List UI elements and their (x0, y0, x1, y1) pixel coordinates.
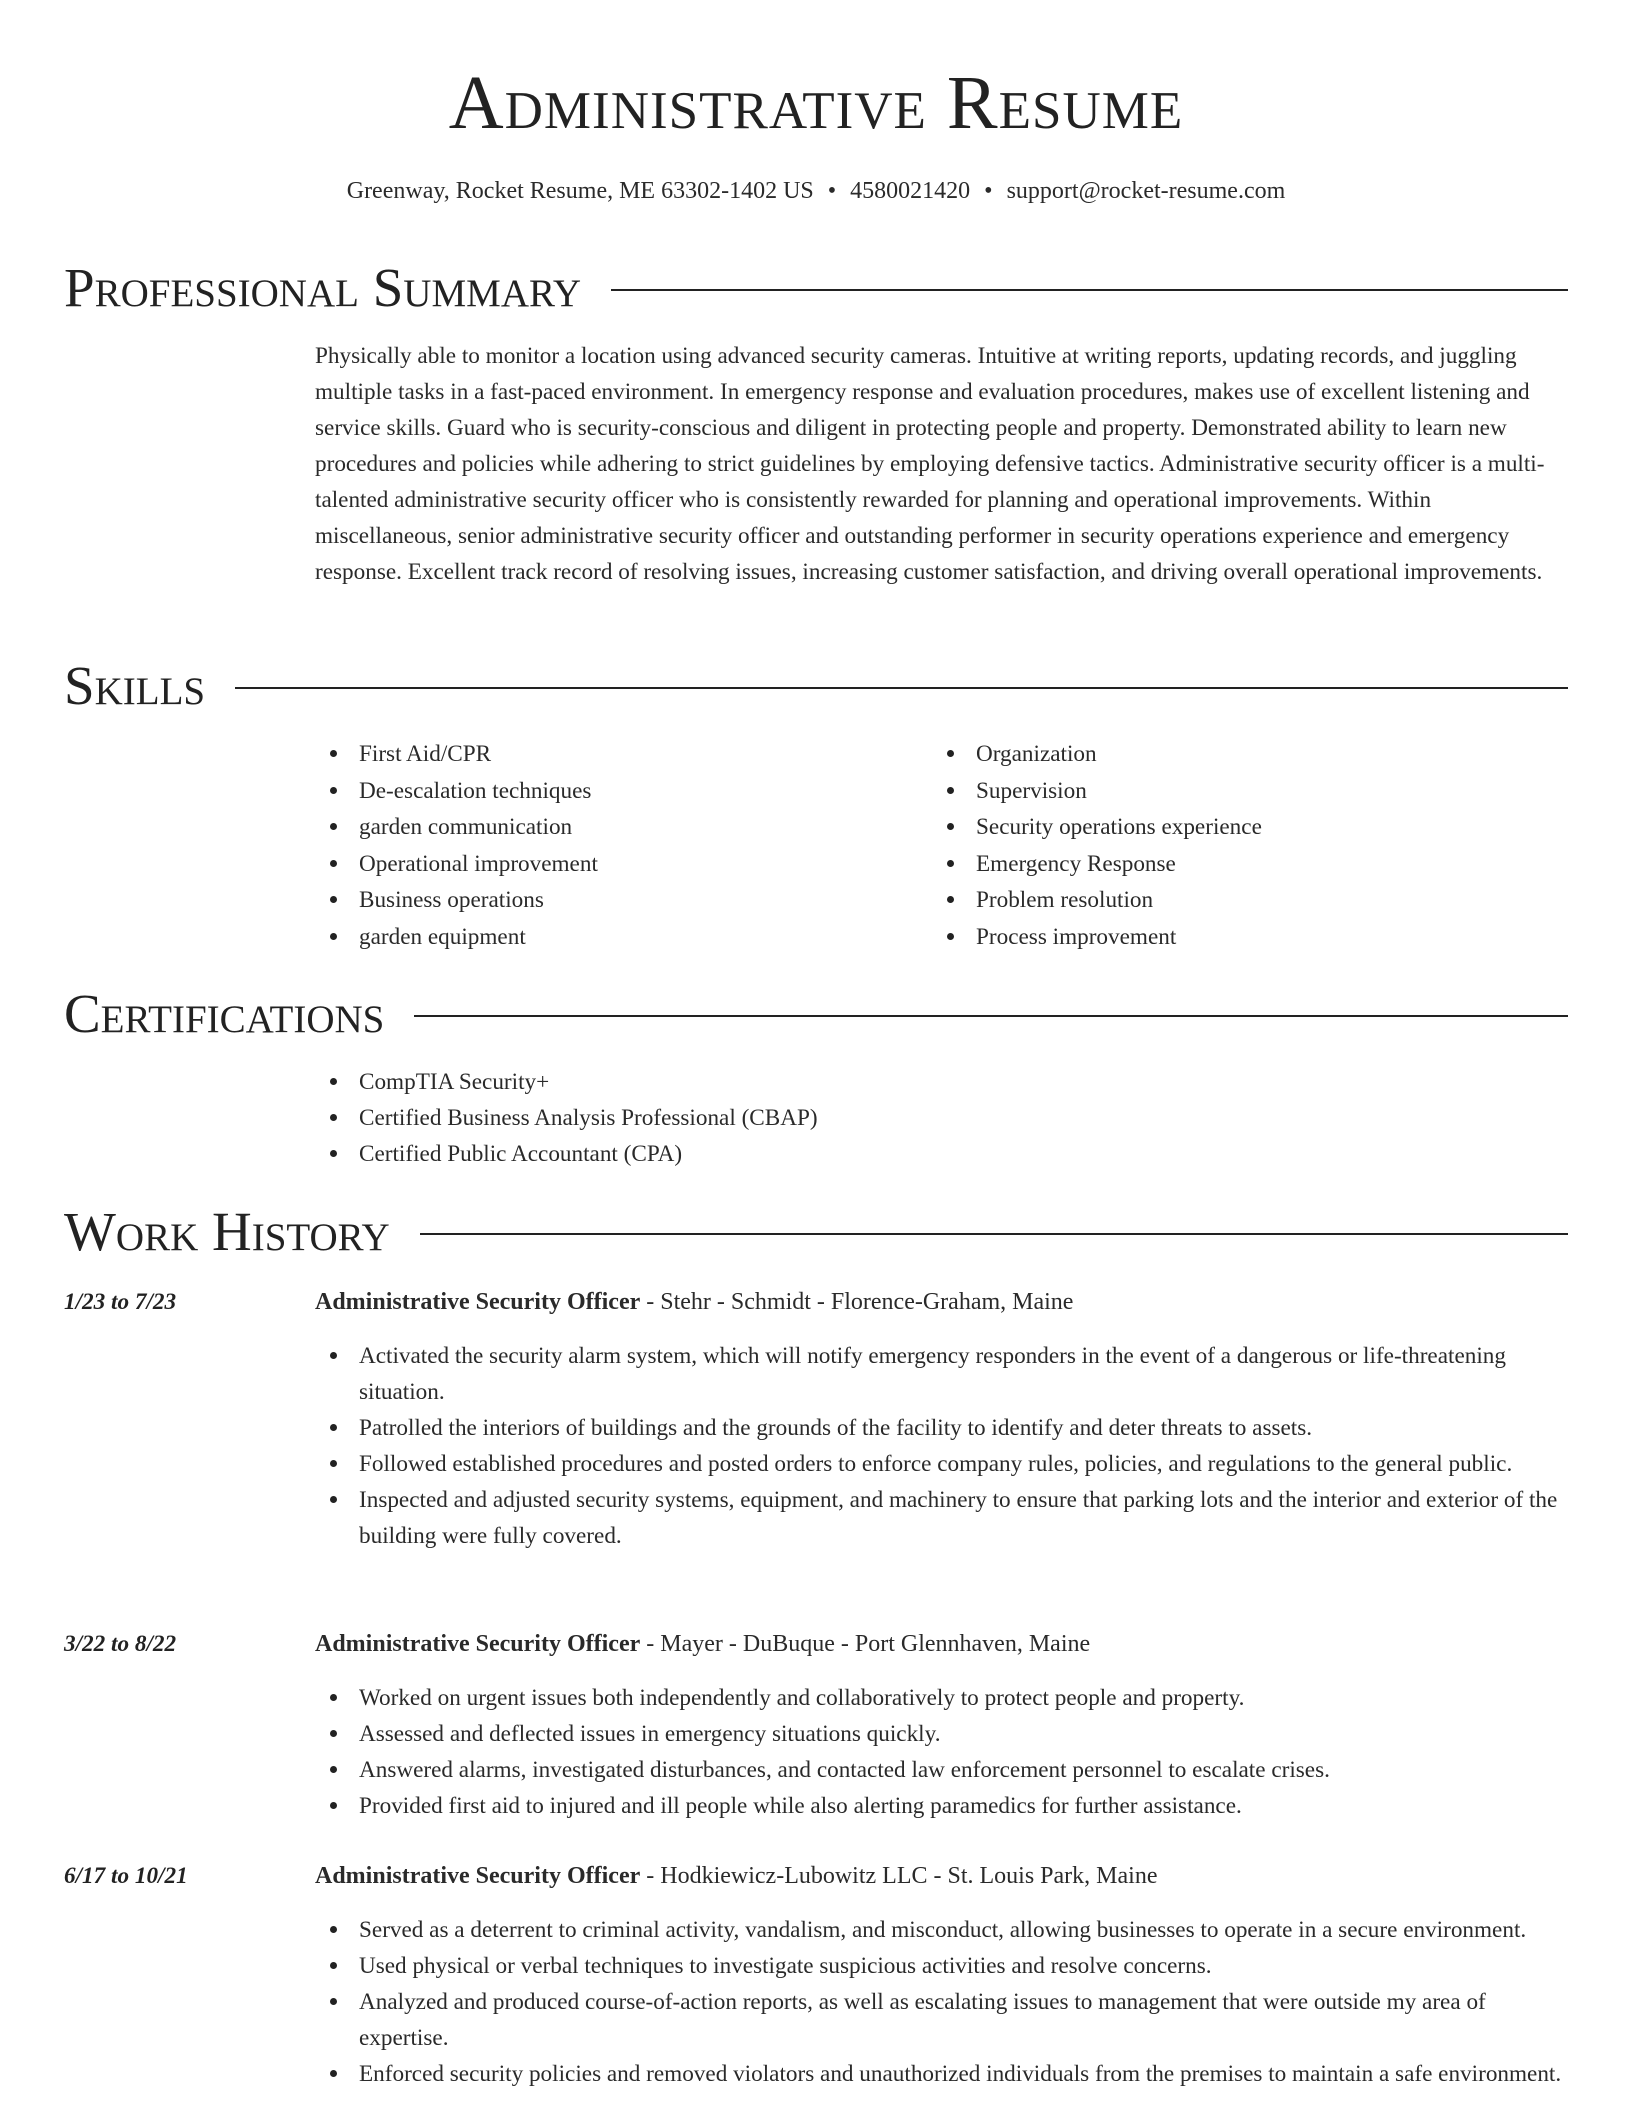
job-duties-list (315, 1912, 1570, 2092)
summary-text: Physically able to monitor a location using advanced security cameras. Intuitive at writing reports, updating records, and juggling multiple tasks in a fast-paced environment. In emergency response and evaluation procedures, makes use of excellent listening and service skills. Guard who is security-conscious and diligent in protecting people and property. Demonstrated ability to learn new procedures and policies while adhering to strict guidelines by employing defensive tactics. Administrative security officer is a multi-talented administrative security officer who is consistently rewarded for planning and operational improvements. Within miscellaneous, senior administrative security officer and outstanding performer in security operations experience and emergency response. Excellent track record of resolving issues, increasing customer satisfaction, and driving overall operational improvements. (315, 343, 1545, 585)
job-duty: Enforced security policies and removed violators and unauthorized individuals from the premises to maintain a safe environment. (315, 2056, 1570, 2092)
resume-title: Administrative Resume (448, 61, 1184, 145)
job-employer: - Hodkiewicz-Lubowitz LLC - St. Louis Park, Maine (640, 1863, 1158, 1889)
job-duty: Used physical or verbal techniques to investigate suspicious activities and resolve concerns. (315, 1948, 1570, 1984)
section-header-work-history (64, 1200, 1568, 1264)
skill-item: Security operations experience (932, 809, 1492, 845)
job-role: Administrative Security Officer (315, 1631, 641, 1657)
job-duties-list (315, 1338, 1570, 1554)
section-divider (420, 1233, 1568, 1235)
skill-item: garden communication (315, 809, 875, 845)
skill-item: Supervision (932, 773, 1492, 809)
section-header-skills (64, 654, 1568, 718)
job-heading (315, 1626, 1570, 1662)
contact-line (0, 174, 1632, 208)
contact-email: support@rocket-resume.com (1006, 178, 1286, 204)
skill-item: Organization (932, 736, 1492, 772)
job-dates: 6/17 to 10/21 (64, 1863, 188, 1889)
certification-item: CompTIA Security+ (315, 1064, 1215, 1100)
skill-item: Business operations (315, 882, 875, 918)
section-header-summary (64, 256, 1568, 320)
job-duty: Activated the security alarm system, which will notify emergency responders in the event of a dangerous or life-threatening situation. (315, 1338, 1570, 1410)
skill-item: First Aid/CPR (315, 736, 875, 772)
section-divider (235, 687, 1568, 689)
section-header-certifications (64, 982, 1568, 1046)
section-title: Certifications (64, 983, 385, 1044)
job-duty: Served as a deterrent to criminal activity, vandalism, and misconduct, allowing businesses to operate in a secure environment. (315, 1912, 1570, 1948)
job-duty: Inspected and adjusted security systems, equipment, and machinery to ensure that parking lots and the interior and exterior of the building were fully covered. (315, 1482, 1570, 1554)
job-heading (315, 1858, 1570, 1894)
job-role: Administrative Security Officer (315, 1863, 641, 1889)
job-duty: Patrolled the interiors of buildings and the grounds of the facility to identify and deter threats to assets. (315, 1410, 1570, 1446)
certification-item: Certified Business Analysis Professional (CBAP) (315, 1100, 1215, 1136)
job-dates: 3/22 to 8/22 (64, 1631, 177, 1657)
contact-separator: • (827, 178, 837, 204)
job-duty: Answered alarms, investigated disturbances, and contacted law enforcement personnel to escalate crises. (315, 1752, 1570, 1788)
skill-item: Operational improvement (315, 846, 875, 882)
skill-item: garden equipment (315, 919, 875, 955)
job-employer: - Stehr - Schmidt - Florence-Graham, Maine (640, 1289, 1074, 1315)
skill-item: Emergency Response (932, 846, 1492, 882)
section-title: Skills (64, 655, 206, 716)
skills-list-left (315, 736, 875, 955)
section-title: Professional Summary (64, 257, 582, 318)
job-employer: - Mayer - DuBuque - Port Glennhaven, Maine (640, 1631, 1091, 1657)
job-duty: Followed established procedures and posted orders to enforce company rules, policies, and regulations to the general public. (315, 1446, 1570, 1482)
section-divider (414, 1015, 1568, 1017)
job-duty: Assessed and deflected issues in emergency situations quickly. (315, 1716, 1570, 1752)
skills-list-right (932, 736, 1492, 955)
contact-address: Greenway, Rocket Resume, ME 63302-1402 US (346, 178, 814, 204)
job-heading (315, 1284, 1570, 1320)
certification-item: Certified Public Accountant (CPA) (315, 1136, 1215, 1172)
job-duties-list (315, 1680, 1570, 1824)
contact-phone: 4580021420 (850, 178, 971, 204)
contact-separator: • (984, 178, 993, 204)
job-duty: Provided first aid to injured and ill people while also alerting paramedics for further assistance. (315, 1788, 1570, 1824)
certifications-list (315, 1064, 1215, 1172)
job-dates: 1/23 to 7/23 (64, 1289, 177, 1315)
job-duty: Worked on urgent issues both independently and collaboratively to protect people and property. (315, 1680, 1570, 1716)
skill-item: Process improvement (932, 919, 1492, 955)
section-title: Work History (64, 1201, 390, 1262)
skill-item: Problem resolution (932, 882, 1492, 918)
job-role: Administrative Security Officer (315, 1289, 641, 1315)
section-divider (611, 289, 1568, 291)
job-duty: Analyzed and produced course-of-action reports, as well as escalating issues to management that were outside my area of expertise. (315, 1984, 1570, 2056)
skill-item: De-escalation techniques (315, 773, 875, 809)
